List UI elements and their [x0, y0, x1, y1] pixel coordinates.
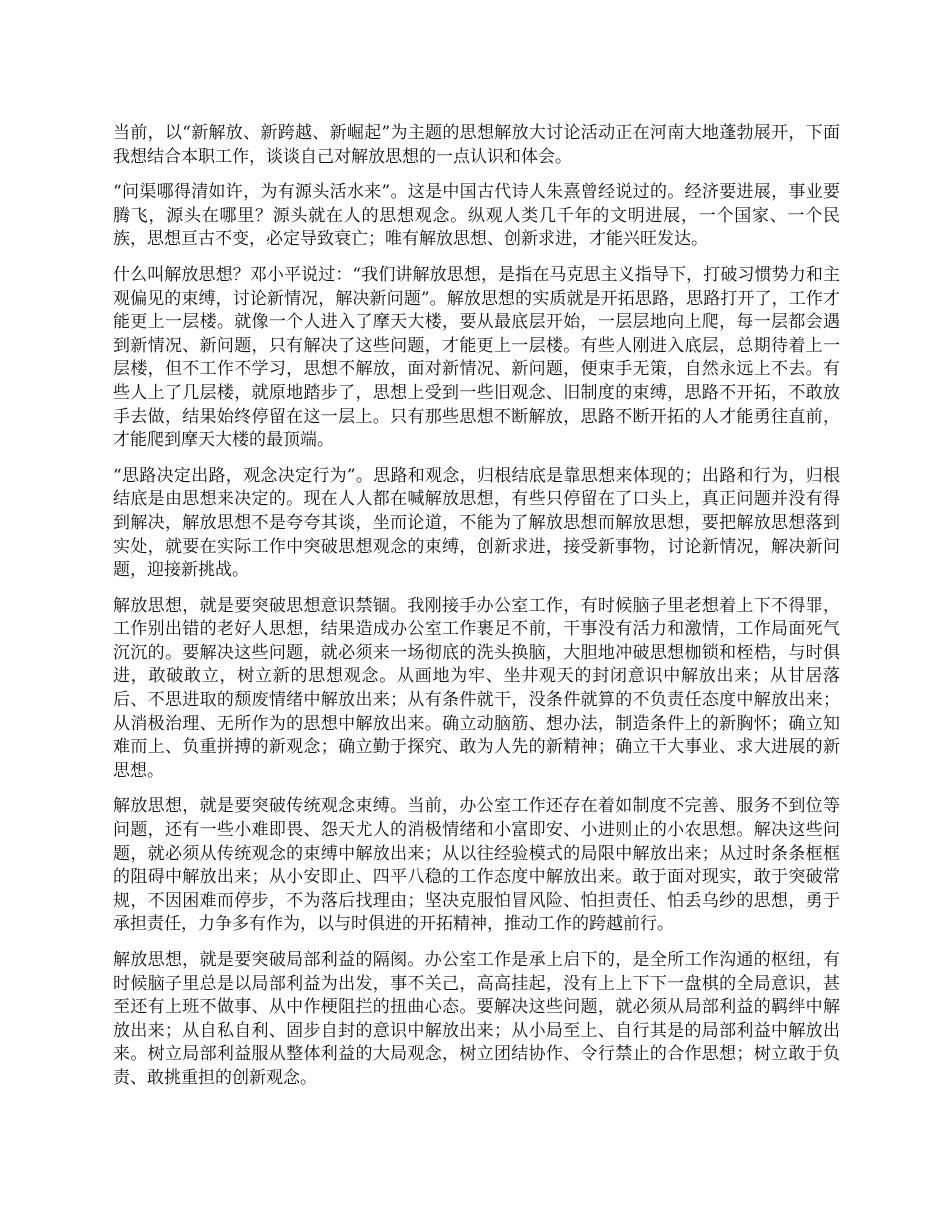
paragraph-7: 解放思想，就是要突破局部利益的隔阂。办公室工作是承上启下的，是全所工作沟通的枢纽，有时候脑子里总是以局部利益为出发，事不关己，高高挂起，没有上上下下一盘棋的全局意识，甚至还有上班不做事、从中作梗阻拦的扭曲心态。要解决这些问题，就必须从局部利益的羁绊中解放出来；从自私自利、固步自封的意识中解放出来；从小局至上、自行其是的局部利益中解放出来。树立局部利益服从整体利益的大局观念，树立团结协作、令行禁止的合作思想；树立敢于负责、敢挑重担的创新观念。: [113, 950, 840, 1088]
paragraph-3: 什么叫解放思想？邓小平说过：“我们讲解放思想，是指在马克思主义指导下，打破习惯势力和主观偏见的束缚，讨论新情况，解决新问题”。解放思想的实质就是开拓思路，思路打开了，工作才能更上一层楼。就像一个人进入了摩天大楼，要从最底层开始，一层层地向上爬，每一层都会遇到新情况、新问题，只有解决了这些问题，才能更上一层楼。有些人刚进入底层，总期待着上一层楼，但不工作不学习，思想不解放，面对新情况、新问题，便束手无策，自然永远上不去。有些人上了几层楼，就原地踏步了，思想上受到一些旧观念、旧制度的束缚，思路不开拓，不敢放手去做，结果始终停留在这一层上。只有那些思想不断解放，思路不断开拓的人才能勇往直前，才能爬到摩天大楼的最顶端。: [113, 264, 840, 451]
paragraph-5: 解放思想，就是要突破思想意识禁锢。我刚接手办公室工作，有时候脑子里老想着上下不得罪，工作别出错的老好人思想，结果造成办公室工作裹足不前，干事没有活力和激情，工作局面死气沉沉的。要解决这些问题，就必须来一场彻底的洗头换脑，大胆地冲破思想枷锁和桎梏，与时俱进，敢破敢立，树立新的思想观念。从画地为牢、坐井观天的封闭意识中解放出来；从甘居落后、不思进取的颓废情绪中解放出来；从有条件就干，没条件就算的不负责任态度中解放出来；从消极治理、无所作为的思想中解放出来。确立动脑筋、想办法，制造条件上的新胸怀；确立知难而上、负重拼搏的新观念；确立勤于探究、敢为人先的新精神；确立干大事业、求大进展的新思想。: [113, 595, 840, 781]
paragraph-1: 当前，以“新解放、新跨越、新崛起”为主题的思想解放大讨论活动正在河南大地蓬勃展开，下面我想结合本职工作，谈谈自己对解放思想的一点认识和体会。: [113, 123, 840, 167]
document-body: [113, 122, 840, 1103]
paragraph-6: 解放思想，就是要突破传统观念束缚。当前，办公室工作还存在着如制度不完善、服务不到位等问题，还有一些小难即畏、怨天尤人的消极情绪和小富即安、小进则止的小农思想。解决这些问题，就必须从传统观念的束缚中解放出来；从以往经验模式的局限中解放出来；从过时条条框框的阻碍中解放出来；从小安即止、四平八稳的工作态度中解放出来。敢于面对现实，敢于突破常规，不因困难而停步，不为落后找理由；坚决克服怕冒风险、怕担责任、怕丢乌纱的思想，勇于承担责任，力争多有作为，以与时俱进的开拓精神，推动工作的跨越前行。: [113, 796, 840, 935]
paragraph-4: “思路决定出路，观念决定行为”。思路和观念，归根结底是靠思想来体现的；出路和行为，归根结底是由思想来决定的。现在人人都在喊解放思想，有些只停留在了口头上，真正问题并没有得到解决，解放思想不是夸夸其谈，坐而论道，不能为了解放思想而解放思想，要把解放思想落到实处，就要在实际工作中突破思想观念的束缚，创新求进，接受新事物，讨论新情况，解决新问题，迎接新挑战。: [113, 465, 840, 581]
paragraph-2: “问渠哪得清如许，为有源头活水来”。这是中国古代诗人朱熹曾经说过的。经济要进展，事业要腾飞，源头在哪里？源头就在人的思想观念。纵观人类几千年的文明进展，一个国家、一个民族，思想亘古不变，必定导致衰亡；唯有解放思想、创新求进，才能兴旺发达。: [113, 182, 840, 250]
